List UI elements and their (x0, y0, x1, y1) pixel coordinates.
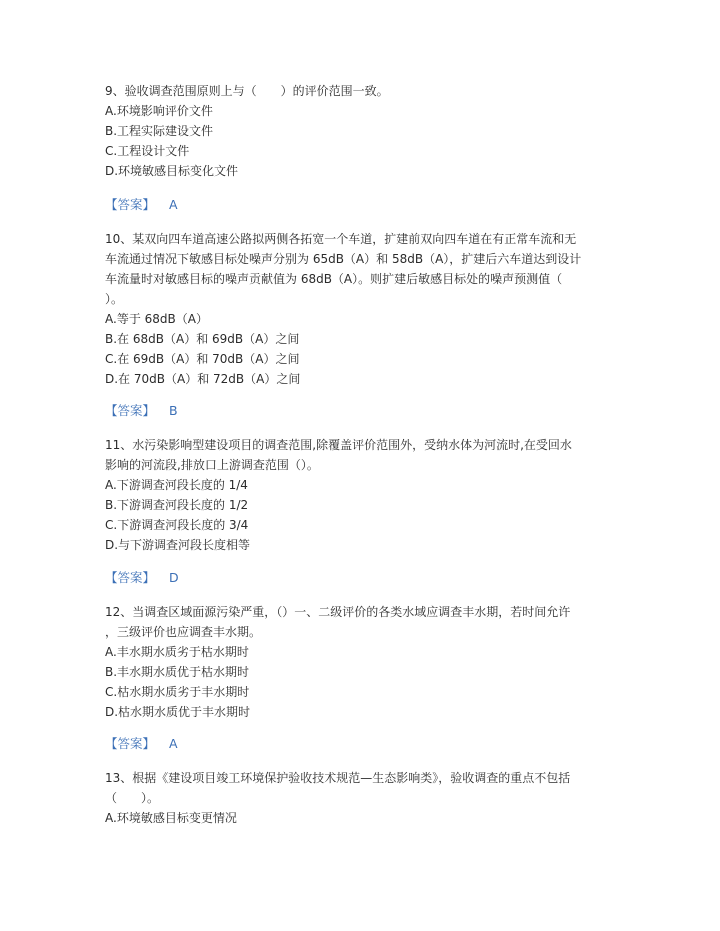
option-a: A.环境敏感目标变更情况 (105, 811, 237, 825)
question-stem: 11、水污染影响型建设项目的调查范围,除覆盖评价范围外，受纳水体为河流时,在受回水 (105, 438, 572, 452)
answer-12 (105, 734, 178, 754)
question-13 (105, 768, 615, 828)
question-9 (105, 81, 615, 181)
option-d: D.在 70dB（A）和 72dB（A）之间 (105, 372, 301, 386)
question-stem: 车流通过情况下敏感目标处噪声分别为 65dB（A）和 58dB（A），扩建后六车道达到设计 (105, 252, 582, 266)
option-c: C.下游调查河段长度的 3/4 (105, 518, 249, 532)
answer-label: 【答案】 (105, 197, 156, 212)
answer-value: B (169, 403, 178, 418)
question-stem: 13、根据《建设项目竣工环境保护验收技术规范—生态影响类》，验收调查的重点不包括 (105, 771, 571, 785)
option-d: D.枯水期水质优于丰水期时 (105, 705, 251, 719)
option-a: A.等于 68dB（A） (105, 312, 208, 326)
answer-value: D (169, 570, 179, 585)
option-c: C.在 69dB（A）和 70dB（A）之间 (105, 352, 300, 366)
question-stem: （ ）。 (105, 791, 160, 805)
option-b: B.工程实际建设文件 (105, 124, 214, 138)
answer-11 (105, 568, 179, 588)
option-b: B.丰水期水质优于枯水期时 (105, 665, 250, 679)
question-stem: 影响的河流段,排放口上游调查范围（）。 (105, 458, 319, 472)
option-c: C.枯水期水质劣于丰水期时 (105, 685, 250, 699)
answer-label: 【答案】 (105, 403, 156, 418)
question-stem: ，三级评价也应调查丰水期。 (105, 625, 262, 639)
answer-9 (105, 195, 178, 215)
option-b: B.下游调查河段长度的 1/2 (105, 498, 249, 512)
answer-label: 【答案】 (105, 736, 156, 751)
question-12 (105, 602, 615, 722)
question-stem: 车流量时对敏感目标的噪声贡献值为 68dB（A）。则扩建后敏感目标处的噪声预测值（ (105, 272, 563, 286)
question-10 (105, 229, 615, 389)
option-b: B.在 68dB（A）和 69dB（A）之间 (105, 332, 300, 346)
question-stem: ）。 (105, 292, 124, 306)
question-stem: 9、验收调查范围原则上与（ ）的评价范围一致。 (105, 84, 389, 98)
answer-label: 【答案】 (105, 570, 156, 585)
question-stem: 10、某双向四车道高速公路拟两侧各拓宽一个车道，扩建前双向四车道在有正常车流和无 (105, 232, 577, 246)
question-11 (105, 435, 615, 555)
answer-value: A (169, 197, 178, 212)
option-a: A.丰水期水质劣于枯水期时 (105, 645, 249, 659)
option-d: D.与下游调查河段长度相等 (105, 538, 251, 552)
question-stem: 12、当调查区域面源污染严重，（）一、二级评价的各类水域应调查丰水期，若时间允许 (105, 605, 571, 619)
option-c: C.工程设计文件 (105, 144, 190, 158)
option-a: A.下游调查河段长度的 1/4 (105, 478, 248, 492)
option-a: A.环境影响评价文件 (105, 104, 213, 118)
answer-value: A (169, 736, 178, 751)
option-d: D.环境敏感目标变化文件 (105, 164, 239, 178)
answer-10 (105, 401, 178, 421)
